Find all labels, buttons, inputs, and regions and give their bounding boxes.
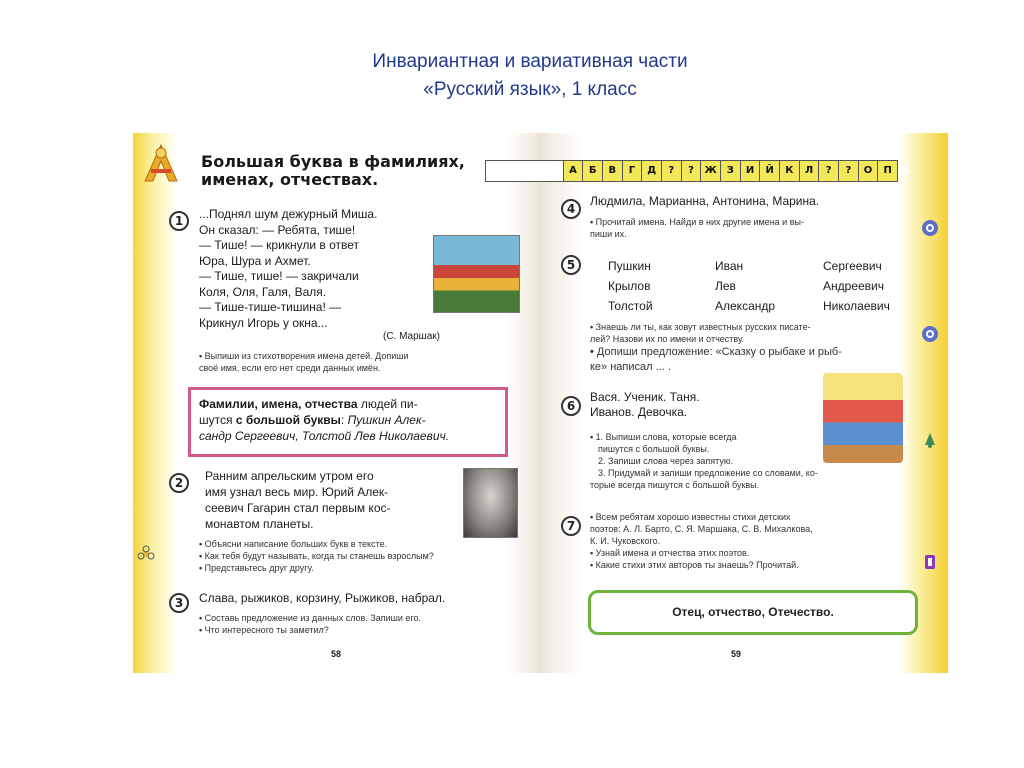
task-line: • Прочитай имена. Найди в них другие имена и вы- xyxy=(590,216,920,228)
alphabet-letter: В xyxy=(602,160,623,182)
poem-line: Он сказал: — Ребята, тише! xyxy=(199,222,356,237)
words-line: Вася. Ученик. Таня. xyxy=(590,390,700,404)
alphabet-letter: Ж xyxy=(700,160,721,182)
task-line: ке» написал ... . xyxy=(590,361,671,373)
slide-title-line2: «Русский язык», 1 класс xyxy=(423,79,637,100)
lesson-heading-line1: Большая буква в фамилиях, xyxy=(201,152,465,171)
alphabet-letter: ? xyxy=(661,160,682,182)
alphabet-strip xyxy=(485,160,910,182)
exercise-4-number: 4 xyxy=(561,199,581,219)
exercise-7-number: 7 xyxy=(561,516,581,536)
text-line: имя узнал весь мир. Юрий Алек- xyxy=(205,485,389,499)
exercise-1-number: 1 xyxy=(169,211,189,231)
poem-author: (С. Маршак) xyxy=(383,331,440,342)
surname: Крылов xyxy=(608,279,651,293)
patronymic: Андреевич xyxy=(823,279,884,293)
gagarin-portrait xyxy=(463,468,518,538)
exercise-6-tasks xyxy=(590,431,920,491)
alphabet-letter: Б xyxy=(582,160,603,182)
lesson-heading xyxy=(201,153,501,189)
text-line: К. И. Чуковского. xyxy=(590,536,661,546)
poem-line: ...Поднял шум дежурный Миша. xyxy=(199,207,378,221)
first-name: Лев xyxy=(715,279,736,293)
first-names-column xyxy=(715,256,805,316)
poem-line: — Тише-тише-тишина! — xyxy=(199,300,342,314)
task-line: • Что интересного ты заметил? xyxy=(199,624,519,636)
exercise-5-tasks xyxy=(590,321,920,375)
rule-text: шутся xyxy=(199,413,236,427)
lesson-heading-line2: именах, отчествах. xyxy=(201,170,379,189)
alphabet-letter: Д xyxy=(641,160,662,182)
task-line: • Узнай имена и отчества этих поэтов. xyxy=(590,547,920,559)
alphabet-letter: Л xyxy=(799,160,820,182)
exercise-1-poem xyxy=(199,207,439,331)
rule-bold-start: Фамилии, имена, отчества xyxy=(199,397,358,411)
alphabet-letter: ? xyxy=(681,160,702,182)
rule-text: людей пи- xyxy=(357,397,418,411)
task-line: пишутся с большой буквы. xyxy=(598,444,710,454)
alphabet-letter: П xyxy=(877,160,898,182)
poem-line: Коля, Оля, Галя, Валя. xyxy=(199,284,327,299)
text-line: сеевич Гагарин стал первым кос- xyxy=(205,501,391,515)
task-line: • Какие стихи этих авторов ты знаешь? Прочитай. xyxy=(590,559,920,571)
exercise-4-task xyxy=(590,216,920,240)
words-line: Иванов. Девочка. xyxy=(590,405,688,419)
children-classroom-illustration xyxy=(433,235,520,313)
task-line: • Составь предложение из данных слов. Запиши его. xyxy=(199,612,519,624)
exercise-6-number: 6 xyxy=(561,396,581,416)
alphabet-letter: И xyxy=(740,160,761,182)
exercise-2-text xyxy=(205,468,460,532)
spiral-icon xyxy=(921,219,939,237)
text-line: Ранним апрельским утром его xyxy=(205,469,374,483)
spiral-icon xyxy=(921,325,939,343)
slide-title-line1: Инвариантная и вариативная части xyxy=(372,51,688,72)
alphabet-letter: К xyxy=(779,160,800,182)
textbook-logo-icon xyxy=(143,143,179,183)
poem-line: — Тише, тише! — закричали xyxy=(199,269,359,283)
text-line: монавтом планеты. xyxy=(205,517,314,531)
task-line: лей? Назови их по имени и отчеству. xyxy=(590,334,745,344)
surname: Толстой xyxy=(608,299,653,313)
exercise-5-number: 5 xyxy=(561,255,581,275)
task-line: • Представьтесь друг другу. xyxy=(199,562,519,574)
task-line: • Объясни написание больших букв в тексте. xyxy=(199,538,519,550)
page-number-right: 59 xyxy=(731,649,742,659)
task-line: 3. Придумай и запиши предложение со словами, ко- xyxy=(598,468,818,478)
exercise-3-tasks xyxy=(199,612,519,636)
vocabulary-words-box: Отец, отчество, Отечество. xyxy=(588,590,918,635)
patronymic: Николаевич xyxy=(823,299,890,313)
surname: Пушкин xyxy=(608,259,651,273)
poem-line: — Тише! — крикнули в ответ xyxy=(199,238,360,252)
rule-bold-mid: с большой буквы xyxy=(235,413,341,427)
alphabet-letter: Г xyxy=(622,160,643,182)
rule-text: : xyxy=(340,413,348,427)
task-line: торые всегда пишутся с большой буквы. xyxy=(590,480,760,490)
flower-icon xyxy=(137,545,155,563)
slide-title xyxy=(0,48,1024,104)
exercise-3-text: Слава, рыжиков, корзину, Рыжиков, набрал. xyxy=(199,591,446,605)
exercise-6-words xyxy=(590,390,790,420)
surnames-column xyxy=(608,256,698,316)
alphabet-arrow-icon xyxy=(898,160,910,182)
first-name: Александр xyxy=(715,299,776,313)
exercise-1-task xyxy=(199,350,499,374)
bell-icon xyxy=(921,431,939,449)
text-line: поэтов: А. Л. Барто, С. Я. Маршака, С. В. Михалкова, xyxy=(590,524,813,534)
alphabet-letter: О xyxy=(858,160,879,182)
task-line: • Знаешь ли ты, как зовут известных русских писате- xyxy=(590,321,920,333)
patronymics-column xyxy=(823,256,918,316)
alphabet-letter: Й xyxy=(759,160,780,182)
task-line: • Выпиши из стихотворения имена детей. Допиши xyxy=(199,350,499,362)
alphabet-strip-start xyxy=(485,160,564,182)
page-number-left: 58 xyxy=(331,649,342,659)
alphabet-letter: А xyxy=(563,160,584,182)
task-line: • Как тебя будут называть, когда ты станешь взрослым? xyxy=(199,550,519,562)
exercise-2-number: 2 xyxy=(169,473,189,493)
exercise-3-number: 3 xyxy=(169,593,189,613)
alphabet-letter: ? xyxy=(818,160,839,182)
text-line: • Всем ребятам хорошо известны стихи детских xyxy=(590,511,920,523)
poem-line: Крикнул Игорь у окна... xyxy=(199,315,328,330)
poem-line: Юра, Шура и Ахмет. xyxy=(199,253,311,268)
alphabet-letter: З xyxy=(720,160,741,182)
task-line: • Допиши предложение: «Сказку о рыбаке и рыб- xyxy=(590,345,920,360)
book-icon xyxy=(921,553,939,571)
first-name: Иван xyxy=(715,259,744,273)
rule-example: сандр Сергеевич, Толстой Лев Николаевич. xyxy=(199,429,450,443)
textbook-spread-image xyxy=(133,133,948,673)
task-line: пиши их. xyxy=(590,229,627,239)
alphabet-letter: ? xyxy=(838,160,859,182)
exercise-7-text xyxy=(590,511,920,571)
patronymic: Сергеевич xyxy=(823,259,882,273)
task-line: • 1. Выпиши слова, которые всегда xyxy=(590,431,920,443)
task-line: своё имя, если его нет среди данных имён. xyxy=(199,363,381,373)
task-line: 2. Запиши слова через запятую. xyxy=(598,456,734,466)
exercise-4-text: Людмила, Марианна, Антонина, Марина. xyxy=(590,194,820,208)
rule-example: Пушкин Алек- xyxy=(347,413,426,427)
rule-box xyxy=(188,387,508,457)
exercise-2-tasks xyxy=(199,538,519,574)
